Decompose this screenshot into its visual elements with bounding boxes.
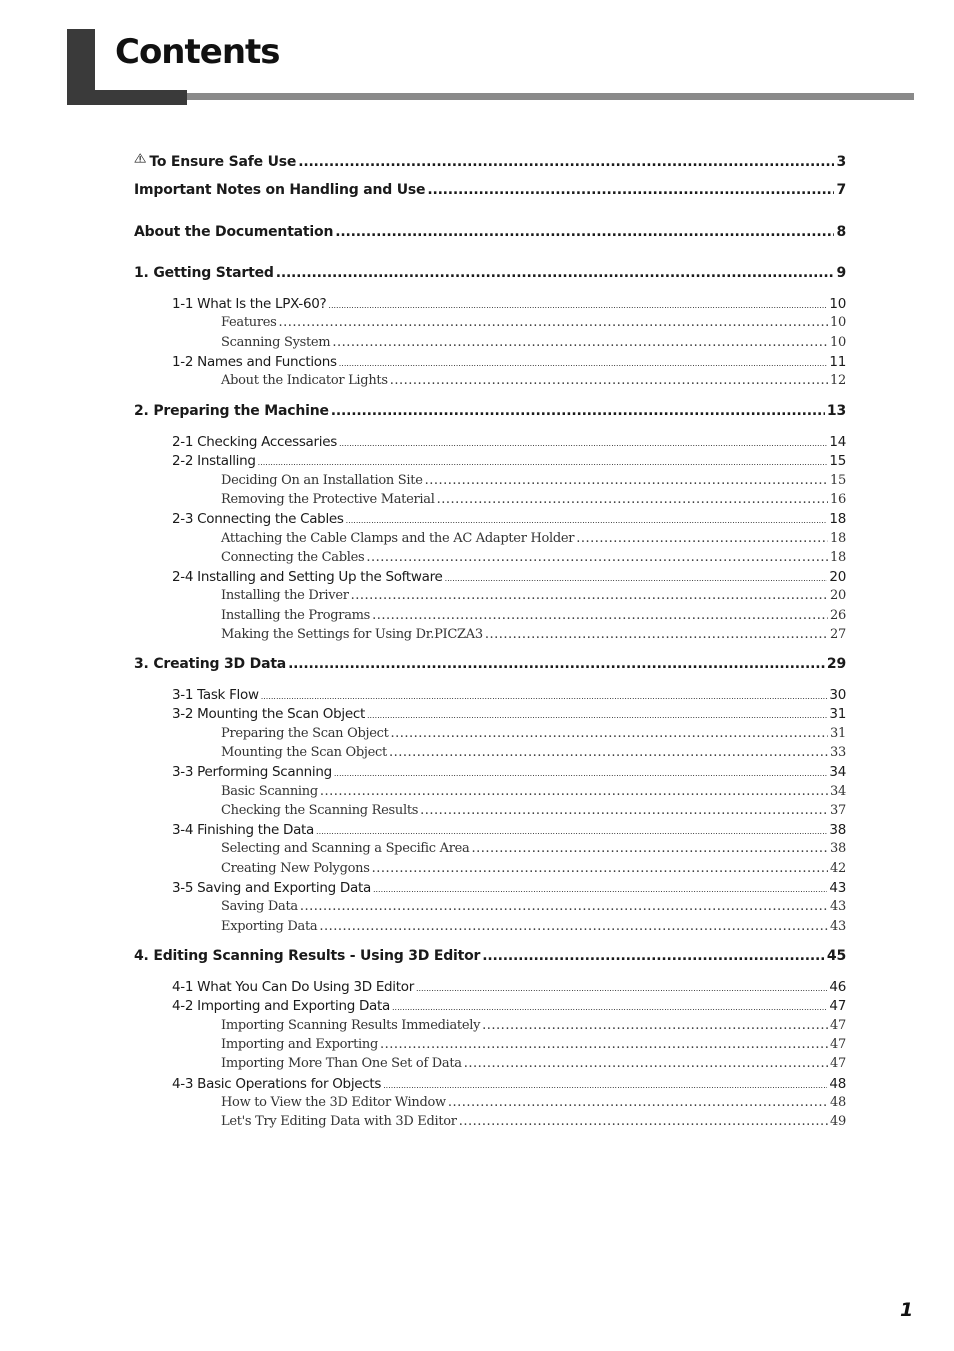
dot-leader bbox=[288, 656, 825, 672]
toc-topic[interactable] bbox=[221, 492, 846, 507]
toc-topic[interactable] bbox=[221, 588, 846, 603]
toc-section[interactable] bbox=[134, 140, 846, 170]
toc-topic[interactable] bbox=[221, 784, 846, 799]
dot-leader bbox=[482, 1018, 828, 1033]
entry-title: 1. Getting Started bbox=[134, 265, 274, 281]
entry-page-number: 49 bbox=[830, 1114, 846, 1130]
dot-leader bbox=[389, 745, 828, 760]
entry-title: Importing and Exporting bbox=[221, 1036, 378, 1052]
entry-title: Basic Scanning bbox=[221, 783, 318, 799]
dot-leader bbox=[332, 335, 828, 350]
toc-topic[interactable] bbox=[221, 745, 846, 760]
dot-leader bbox=[367, 711, 827, 720]
entry-page-number: 10 bbox=[830, 334, 846, 350]
header-rule bbox=[187, 93, 914, 100]
dot-leader bbox=[427, 182, 834, 198]
toc-topic[interactable] bbox=[221, 315, 846, 330]
dot-leader bbox=[392, 1003, 827, 1012]
dot-leader bbox=[346, 516, 828, 525]
entry-title: Saving Data bbox=[221, 899, 298, 915]
dot-leader bbox=[339, 439, 827, 448]
entry-page-number: 43 bbox=[829, 880, 846, 896]
dot-leader bbox=[464, 1056, 828, 1071]
entry-title: 3-5 Saving and Exporting Data bbox=[172, 880, 371, 896]
dot-leader bbox=[437, 492, 828, 507]
toc-topic[interactable] bbox=[221, 550, 846, 565]
entry-title: About the Indicator Lights bbox=[221, 373, 388, 389]
toc-section[interactable] bbox=[134, 403, 846, 419]
dot-leader bbox=[319, 919, 828, 934]
entry-title: 4-3 Basic Operations for Objects bbox=[172, 1075, 382, 1092]
entry-page-number: 34 bbox=[829, 764, 846, 781]
entry-title: Mounting the Scan Object bbox=[221, 744, 387, 760]
entry-page-number: 43 bbox=[830, 899, 846, 915]
entry-page-number: 10 bbox=[829, 296, 846, 312]
entry-page-number: 9 bbox=[836, 265, 846, 281]
entry-page-number: 14 bbox=[829, 434, 846, 450]
toc-subsection[interactable] bbox=[172, 511, 846, 527]
entry-title: 3-4 Finishing the Data bbox=[172, 822, 315, 839]
entry-title: Let's Try Editing Data with 3D Editor bbox=[221, 1114, 457, 1130]
dot-leader bbox=[339, 359, 828, 368]
dot-leader bbox=[482, 948, 825, 964]
entry-title: 3. Creating 3D Data bbox=[134, 656, 287, 672]
entry-title: 2-4 Installing and Setting Up the Software bbox=[172, 569, 443, 586]
dot-leader bbox=[328, 301, 827, 310]
toc-subsection[interactable] bbox=[172, 880, 846, 896]
entry-title: Scanning System bbox=[221, 334, 331, 350]
dot-leader bbox=[351, 588, 828, 603]
toc-subsection[interactable] bbox=[172, 453, 846, 469]
entry-page-number: 45 bbox=[826, 948, 846, 964]
dot-leader bbox=[320, 784, 828, 799]
dot-leader bbox=[471, 841, 828, 856]
toc-topic[interactable] bbox=[221, 335, 846, 350]
toc-topic[interactable] bbox=[221, 1037, 846, 1052]
dot-leader bbox=[390, 373, 828, 388]
toc-subsection[interactable] bbox=[172, 764, 846, 780]
entry-page-number: 10 bbox=[830, 315, 846, 331]
dot-leader bbox=[420, 803, 828, 818]
entry-title: Deciding On an Installation Site bbox=[221, 472, 423, 488]
toc-section[interactable] bbox=[134, 656, 846, 672]
entry-page-number: 47 bbox=[829, 998, 846, 1015]
entry-title: 4. Editing Scanning Results - Using 3D Editor bbox=[134, 948, 481, 964]
entry-page-number: 48 bbox=[829, 1075, 846, 1092]
entry-title: Importing More Than One Set of Data bbox=[221, 1056, 462, 1072]
toc-subsection[interactable] bbox=[172, 1076, 846, 1092]
toc-topic[interactable] bbox=[221, 919, 846, 934]
toc-topic[interactable] bbox=[221, 608, 846, 623]
toc-subsection[interactable] bbox=[172, 569, 846, 585]
entry-page-number: 11 bbox=[829, 353, 846, 370]
entry-title: Making the Settings for Using Dr.PICZA3 bbox=[221, 627, 483, 642]
toc-topic[interactable] bbox=[221, 1114, 846, 1129]
entry-page-number: 18 bbox=[830, 549, 846, 565]
entry-title: 2-1 Checking Accessaries bbox=[172, 434, 337, 450]
entry-title: Installing the Programs bbox=[221, 607, 371, 623]
entry-page-number: 38 bbox=[830, 841, 846, 857]
dot-leader bbox=[261, 692, 828, 701]
entry-title: About the Documentation bbox=[134, 224, 334, 240]
entry-page-number: 34 bbox=[830, 783, 846, 799]
entry-title: Connecting the Cables bbox=[221, 549, 365, 565]
dot-leader bbox=[383, 1081, 827, 1090]
toc-subsection[interactable] bbox=[172, 998, 846, 1014]
entry-title: 2-3 Connecting the Cables bbox=[172, 511, 344, 528]
entry-page-number: 27 bbox=[830, 627, 846, 642]
page-title: Contents bbox=[115, 32, 280, 72]
toc-topic[interactable] bbox=[221, 1095, 846, 1110]
toc-section[interactable] bbox=[134, 265, 846, 281]
entry-page-number: 20 bbox=[830, 588, 846, 604]
entry-title: 2-2 Installing bbox=[172, 453, 256, 470]
dot-leader bbox=[300, 899, 828, 914]
dot-leader bbox=[391, 726, 829, 741]
dot-leader bbox=[373, 885, 827, 894]
dot-leader bbox=[448, 1095, 828, 1110]
entry-title: 3-1 Task Flow bbox=[172, 687, 259, 703]
entry-title: 1-2 Names and Functions bbox=[172, 353, 337, 370]
dot-leader bbox=[576, 531, 828, 546]
entry-page-number: 31 bbox=[829, 706, 846, 723]
entry-page-number: 15 bbox=[830, 472, 846, 488]
toc-section[interactable] bbox=[134, 224, 846, 240]
dot-leader bbox=[372, 861, 828, 876]
dot-leader bbox=[258, 458, 828, 467]
dot-leader bbox=[445, 574, 828, 583]
entry-page-number: 46 bbox=[829, 979, 846, 995]
entry-page-number: 18 bbox=[829, 511, 846, 528]
toc-topic[interactable] bbox=[221, 726, 846, 741]
toc-topic[interactable] bbox=[221, 627, 846, 642]
toc-topic[interactable] bbox=[221, 841, 846, 856]
entry-page-number: 31 bbox=[830, 725, 846, 741]
entry-page-number: 3 bbox=[836, 154, 846, 170]
entry-title: Checking the Scanning Results bbox=[221, 802, 419, 818]
dot-leader bbox=[316, 827, 827, 836]
toc-subsection[interactable] bbox=[172, 687, 846, 703]
dot-leader bbox=[425, 473, 828, 488]
page-number: 1 bbox=[900, 1299, 914, 1321]
dot-leader bbox=[298, 154, 834, 170]
dot-leader bbox=[331, 403, 825, 419]
toc-subsection[interactable] bbox=[172, 979, 846, 995]
entry-page-number: 37 bbox=[830, 802, 846, 818]
dot-leader bbox=[380, 1037, 828, 1052]
entry-title: Removing the Protective Material bbox=[221, 491, 435, 507]
entry-title: Creating New Polygons bbox=[221, 860, 370, 876]
entry-page-number: 30 bbox=[829, 687, 846, 703]
entry-page-number: 26 bbox=[830, 607, 846, 623]
dot-leader bbox=[276, 265, 835, 281]
toc-topic[interactable] bbox=[221, 861, 846, 876]
entry-title: Importing Scanning Results Immediately bbox=[221, 1017, 481, 1033]
entry-title: Attaching the Cable Clamps and the AC Adapter Holder bbox=[221, 530, 575, 546]
toc-topic[interactable] bbox=[221, 899, 846, 914]
dot-leader bbox=[334, 769, 828, 778]
entry-page-number: 13 bbox=[826, 403, 846, 419]
entry-title: How to View the 3D Editor Window bbox=[221, 1094, 446, 1110]
entry-page-number: 48 bbox=[830, 1094, 846, 1110]
entry-title: Installing the Driver bbox=[221, 588, 349, 604]
entry-page-number: 18 bbox=[830, 530, 846, 546]
entry-title: 2. Preparing the Machine bbox=[134, 403, 329, 419]
entry-title: Features bbox=[221, 315, 277, 331]
dot-leader bbox=[485, 627, 828, 642]
entry-page-number: 15 bbox=[829, 453, 846, 470]
dot-leader bbox=[372, 608, 828, 623]
toc-topic[interactable] bbox=[221, 803, 846, 818]
warning-triangle-icon bbox=[134, 145, 146, 171]
entry-title: Exporting Data bbox=[221, 918, 318, 934]
toc-subsection[interactable] bbox=[172, 354, 846, 370]
dot-leader bbox=[459, 1114, 828, 1129]
entry-title: Preparing the Scan Object bbox=[221, 725, 389, 741]
entry-page-number: 29 bbox=[826, 656, 846, 672]
dot-leader bbox=[366, 550, 828, 565]
toc-topic[interactable] bbox=[221, 473, 846, 488]
entry-title: 4-2 Importing and Exporting Data bbox=[172, 998, 390, 1015]
entry-title: 4-1 What You Can Do Using 3D Editor bbox=[172, 979, 414, 995]
entry-page-number: 33 bbox=[830, 744, 846, 760]
entry-title: To Ensure Safe Use bbox=[149, 154, 297, 170]
entry-page-number: 47 bbox=[830, 1036, 846, 1052]
dot-leader bbox=[416, 984, 827, 993]
toc-section[interactable] bbox=[134, 182, 846, 198]
toc-topic[interactable] bbox=[221, 373, 846, 388]
toc-topic[interactable] bbox=[221, 1056, 846, 1071]
entry-page-number: 47 bbox=[830, 1056, 846, 1072]
dot-leader bbox=[279, 315, 829, 330]
entry-page-number: 12 bbox=[830, 373, 846, 389]
toc-subsection[interactable] bbox=[172, 706, 846, 722]
entry-title: Selecting and Scanning a Specific Area bbox=[221, 841, 470, 857]
toc-subsection[interactable] bbox=[172, 296, 846, 312]
entry-title: 1-1 What Is the LPX-60? bbox=[172, 296, 327, 312]
toc-section[interactable] bbox=[134, 948, 846, 964]
toc-subsection[interactable] bbox=[172, 822, 846, 838]
entry-title: 3-2 Mounting the Scan Object bbox=[172, 706, 365, 723]
entry-page-number: 43 bbox=[830, 918, 846, 934]
toc-topic[interactable] bbox=[221, 531, 846, 546]
entry-page-number: 16 bbox=[830, 491, 846, 507]
entry-page-number: 42 bbox=[830, 860, 846, 876]
entry-page-number: 8 bbox=[836, 224, 846, 240]
toc-topic[interactable] bbox=[221, 1018, 846, 1033]
entry-page-number: 47 bbox=[830, 1017, 846, 1033]
toc-subsection[interactable] bbox=[172, 434, 846, 450]
entry-page-number: 20 bbox=[829, 569, 846, 586]
entry-title: Important Notes on Handling and Use bbox=[134, 182, 426, 198]
entry-title: 3-3 Performing Scanning bbox=[172, 764, 332, 781]
entry-page-number: 38 bbox=[829, 822, 846, 839]
entry-page-number: 7 bbox=[836, 182, 846, 198]
dot-leader bbox=[335, 224, 834, 240]
